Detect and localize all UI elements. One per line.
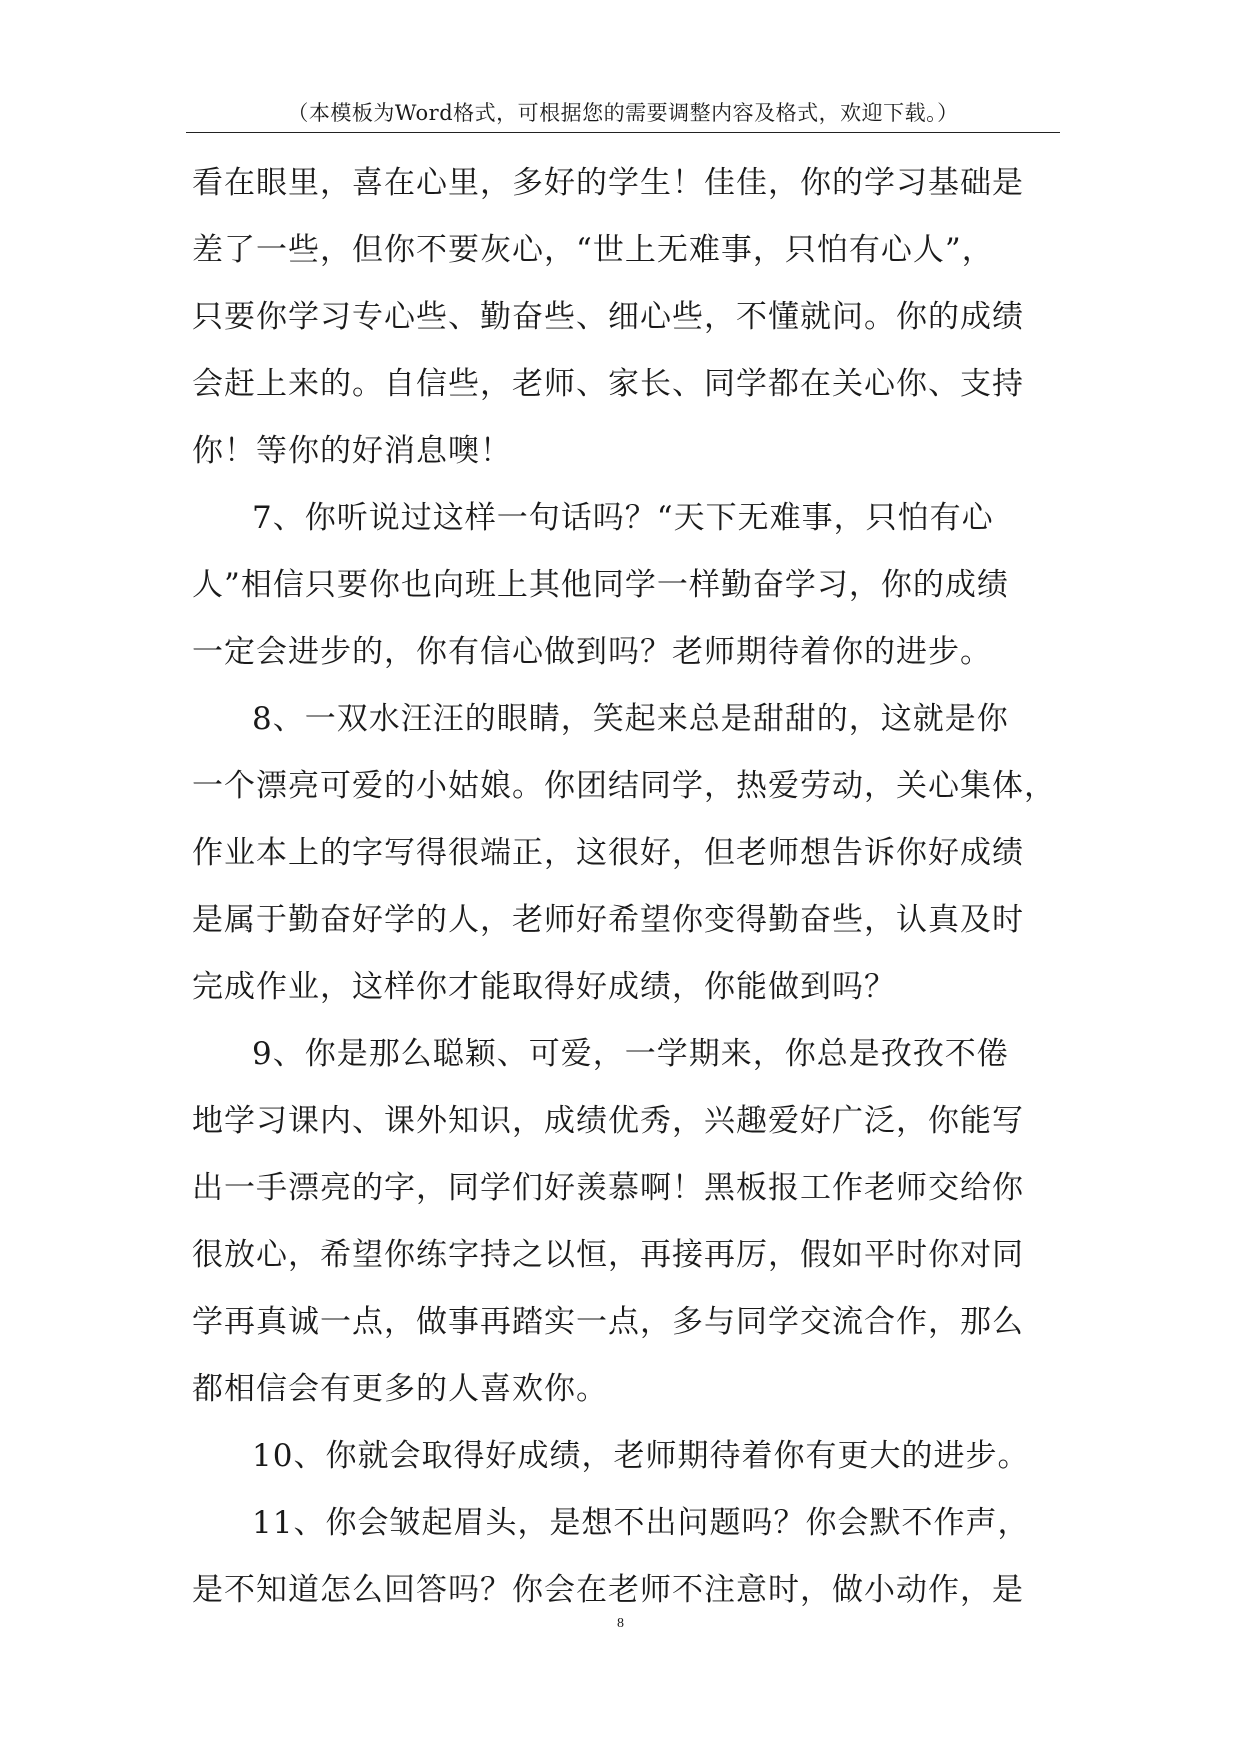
text-line: 完成作业，这样你才能取得好成绩，你能做到吗？ [192,969,896,1005]
text-line: 会赶上来的。自信些，老师、家长、同学都在关心你、支持 [192,366,1024,402]
text-line: 地学习课内、课外知识，成绩优秀，兴趣爱好广泛，你能写 [192,1103,1024,1139]
text-line: 作业本上的字写得很端正，这很好，但老师想告诉你好成绩 [192,835,1024,871]
text-line: 看在眼里，喜在心里，多好的学生！佳佳，你的学习基础是 [192,165,1024,201]
text-line: 很放心，希望你练字持之以恒，再接再厉，假如平时你对同 [192,1237,1024,1273]
text-line: 一个漂亮可爱的小姑娘。你团结同学，热爱劳动，关心集体， [192,768,1056,804]
paragraph-start-line: 11、你会皱起眉头，是想不出问题吗？你会默不作声， [252,1505,1030,1541]
text-line: 学再真诚一点，做事再踏实一点，多与同学交流合作，那么 [192,1304,1024,1340]
paragraph-start-line: 9、你是那么聪颖、可爱，一学期来，你总是孜孜不倦 [252,1036,1009,1072]
text-line: 差了一些，但你不要灰心，“世上无难事，只怕有心人”， [192,232,994,268]
page-number: 8 [617,1616,624,1631]
header-divider [186,132,1060,133]
text-line: 人”相信只要你也向班上其他同学一样勤奋学习，你的成绩 [192,567,1009,603]
text-line: 出一手漂亮的字，同学们好羡慕啊！黑板报工作老师交给你 [192,1170,1024,1206]
text-line: 都相信会有更多的人喜欢你。 [192,1371,608,1407]
text-line: 是不知道怎么回答吗？你会在老师不注意时，做小动作，是 [192,1572,1024,1608]
text-line: 是属于勤奋好学的人，老师好希望你变得勤奋些，认真及时 [192,902,1024,938]
paragraph-start-line: 8、一双水汪汪的眼睛，笑起来总是甜甜的，这就是你 [252,701,1009,737]
text-line: 你！等你的好消息噢！ [192,433,512,469]
paragraph-start-line: 10、你就会取得好成绩，老师期待着你有更大的进步。 [252,1438,1030,1474]
document-body [192,150,1072,1624]
document-header: （本模板为Word格式，可根据您的需要调整内容及格式，欢迎下载。） [287,101,959,125]
paragraph-start-line: 7、你听说过这样一句话吗？“天下无难事，只怕有心 [252,500,994,536]
text-line: 只要你学习专心些、勤奋些、细心些，不懂就问。你的成绩 [192,299,1024,335]
text-line: 一定会进步的，你有信心做到吗？老师期待着你的进步。 [192,634,992,670]
